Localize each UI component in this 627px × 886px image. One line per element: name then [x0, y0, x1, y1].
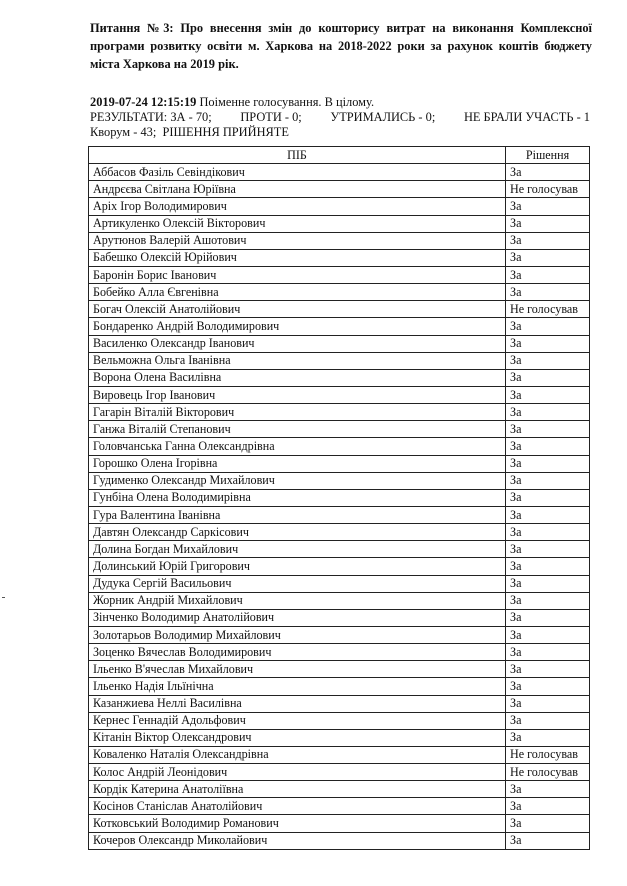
table-row [89, 558, 590, 575]
table-row [89, 712, 590, 729]
deputy-name-cell: Богач Олексій Анатолійович [89, 301, 506, 318]
deputy-name-cell: Аббасов Фазіль Севіндікович [89, 164, 506, 181]
vote-decision-cell: Не голосував [506, 301, 590, 318]
vote-decision-cell: За [506, 678, 590, 695]
vote-decision-cell: За [506, 198, 590, 215]
vote-decision-cell: За [506, 232, 590, 249]
deputy-name-cell: Артикуленко Олексій Вікторович [89, 215, 506, 232]
results-absent: НЕ БРАЛИ УЧАСТЬ - 1 [463, 110, 590, 124]
vote-decision-cell: За [506, 284, 590, 301]
vote-decision-cell: За [506, 404, 590, 421]
vote-decision-cell: За [506, 472, 590, 489]
deputy-name-cell: Давтян Олександр Саркісович [89, 524, 506, 541]
deputy-name-cell: Вельможна Ольга Іванівна [89, 352, 506, 369]
vote-decision-cell: Не голосував [506, 181, 590, 198]
deputy-name-cell: Долинський Юрій Григорович [89, 558, 506, 575]
scan-mark [2, 597, 5, 598]
vote-decision-cell: За [506, 506, 590, 523]
table-row [89, 232, 590, 249]
table-row [89, 369, 590, 386]
deputy-name-cell: Головчанська Ганна Олександрівна [89, 438, 506, 455]
deputy-name-cell: Ганжа Віталій Степанович [89, 421, 506, 438]
table-row [89, 438, 590, 455]
decision-text: РІШЕННЯ ПРИЙНЯТЕ [162, 125, 289, 139]
vote-decision-cell: За [506, 524, 590, 541]
vote-decision-cell: За [506, 695, 590, 712]
table-row [89, 626, 590, 643]
header-name: ПІБ [89, 147, 506, 164]
vote-decision-cell: За [506, 215, 590, 232]
table-row [89, 164, 590, 181]
vote-decision-cell: За [506, 712, 590, 729]
vote-timestamp: 2019-07-24 12:15:19 [90, 95, 197, 109]
table-row [89, 592, 590, 609]
table-row [89, 215, 590, 232]
table-row [89, 541, 590, 558]
vote-info-line [90, 95, 590, 110]
deputy-name-cell: Гунбіна Олена Володимирівна [89, 489, 506, 506]
table-row [89, 404, 590, 421]
deputy-name-cell: Зінченко Володимир Анатолійович [89, 609, 506, 626]
vote-decision-cell: За [506, 644, 590, 661]
deputy-name-cell: Котковський Володимир Романович [89, 815, 506, 832]
header-decision: Рішення [506, 147, 590, 164]
deputy-name-cell: Горошко Олена Ігорівна [89, 455, 506, 472]
deputy-name-cell: Дудука Сергій Васильович [89, 575, 506, 592]
vote-decision-cell: За [506, 369, 590, 386]
table-header-row [89, 147, 590, 164]
table-row [89, 764, 590, 781]
deputy-name-cell: Ворона Олена Василівна [89, 369, 506, 386]
deputy-name-cell: Кордік Катерина Анатоліївна [89, 781, 506, 798]
vote-decision-cell: За [506, 421, 590, 438]
deputy-name-cell: Ільенко В'ячеслав Михайлович [89, 661, 506, 678]
table-row [89, 506, 590, 523]
vote-decision-cell: За [506, 609, 590, 626]
deputy-name-cell: Бондаренко Андрій Володимирович [89, 318, 506, 335]
table-row [89, 352, 590, 369]
quorum-text: Кворум - 43; [90, 125, 157, 139]
vote-decision-cell: За [506, 352, 590, 369]
deputy-name-cell: Баронін Борис Іванович [89, 266, 506, 283]
deputy-name-cell: Косінов Станіслав Анатолійович [89, 798, 506, 815]
table-row [89, 421, 590, 438]
vote-decision-cell: За [506, 729, 590, 746]
table-row [89, 489, 590, 506]
deputy-name-cell: Бобейко Алла Євгенівна [89, 284, 506, 301]
vote-type: Поіменне голосування. В цілому. [196, 95, 375, 109]
deputy-name-cell: Гудименко Олександр Михайлович [89, 472, 506, 489]
vote-decision-cell: За [506, 541, 590, 558]
table-row [89, 472, 590, 489]
table-row [89, 335, 590, 352]
deputy-name-cell: Бабешко Олексій Юрійович [89, 249, 506, 266]
vote-results [90, 110, 590, 125]
table-row [89, 798, 590, 815]
table-row [89, 781, 590, 798]
table-row [89, 181, 590, 198]
vote-meta [90, 95, 590, 140]
table-row [89, 284, 590, 301]
table-row [89, 524, 590, 541]
vote-decision-cell: За [506, 592, 590, 609]
table-row [89, 609, 590, 626]
deputy-name-cell: Арутюнов Валерій Ашотович [89, 232, 506, 249]
deputy-name-cell: Кітанін Віктор Олександрович [89, 729, 506, 746]
table-row [89, 644, 590, 661]
vote-decision-cell: За [506, 438, 590, 455]
vote-decision-cell: За [506, 626, 590, 643]
deputy-name-cell: Кернес Геннадій Адольфович [89, 712, 506, 729]
deputy-name-cell: Василенко Олександр Іванович [89, 335, 506, 352]
deputy-name-cell: Долина Богдан Михайлович [89, 541, 506, 558]
vote-decision-cell: Не голосував [506, 746, 590, 763]
table-row [89, 318, 590, 335]
deputy-name-cell: Жорник Андрій Михайлович [89, 592, 506, 609]
deputy-name-cell: Андрєєва Світлана Юріївна [89, 181, 506, 198]
vote-decision-cell: За [506, 455, 590, 472]
quorum-line [90, 125, 590, 140]
deputy-name-cell: Колос Андрій Леонідович [89, 764, 506, 781]
deputy-name-cell: Гагарін Віталій Вікторович [89, 404, 506, 421]
deputy-name-cell: Гура Валентина Іванівна [89, 506, 506, 523]
deputy-name-cell: Вировець Ігор Іванович [89, 386, 506, 403]
vote-decision-cell: За [506, 164, 590, 181]
deputy-name-cell: Кочеров Олександр Миколайович [89, 832, 506, 849]
deputy-name-cell: Коваленко Наталія Олександрівна [89, 746, 506, 763]
deputy-name-cell: Зоценко Вячеслав Володимирович [89, 644, 506, 661]
vote-decision-cell: За [506, 318, 590, 335]
table-row [89, 249, 590, 266]
vote-decision-cell: Не голосував [506, 764, 590, 781]
votes-table-body [89, 164, 590, 850]
vote-decision-cell: За [506, 575, 590, 592]
vote-decision-cell: За [506, 815, 590, 832]
vote-decision-cell: За [506, 386, 590, 403]
table-row [89, 198, 590, 215]
vote-decision-cell: За [506, 489, 590, 506]
results-against: ПРОТИ - 0; [240, 110, 302, 124]
table-row [89, 729, 590, 746]
table-row [89, 695, 590, 712]
vote-decision-cell: За [506, 832, 590, 849]
table-row [89, 832, 590, 849]
vote-decision-cell: За [506, 249, 590, 266]
table-row [89, 575, 590, 592]
table-row [89, 746, 590, 763]
results-for: РЕЗУЛЬТАТИ: ЗА - 70; [90, 110, 212, 124]
question-heading: Питання №3: Про внесення змін до кошторису витрат на виконання Комплексної програми розвитку освіти м. Харкова на 2018-2022 роки за рахунок коштів бюджету міста Харкова на 2019 рік. [90, 21, 592, 71]
vote-decision-cell: За [506, 335, 590, 352]
votes-table [88, 146, 590, 850]
vote-decision-cell: За [506, 266, 590, 283]
vote-decision-cell: За [506, 798, 590, 815]
vote-decision-cell: За [506, 781, 590, 798]
deputy-name-cell: Казанжиева Неллі Василівна [89, 695, 506, 712]
vote-decision-cell: За [506, 661, 590, 678]
deputy-name-cell: Ільенко Надія Ільїнічна [89, 678, 506, 695]
table-row [89, 661, 590, 678]
table-row [89, 678, 590, 695]
table-row [89, 301, 590, 318]
table-row [89, 386, 590, 403]
deputy-name-cell: Аріх Ігор Володимирович [89, 198, 506, 215]
deputy-name-cell: Золотарьов Володимир Михайлович [89, 626, 506, 643]
vote-decision-cell: За [506, 558, 590, 575]
table-row [89, 455, 590, 472]
table-row [89, 815, 590, 832]
table-row [89, 266, 590, 283]
results-abstained: УТРИМАЛИСЬ - 0; [330, 110, 436, 124]
